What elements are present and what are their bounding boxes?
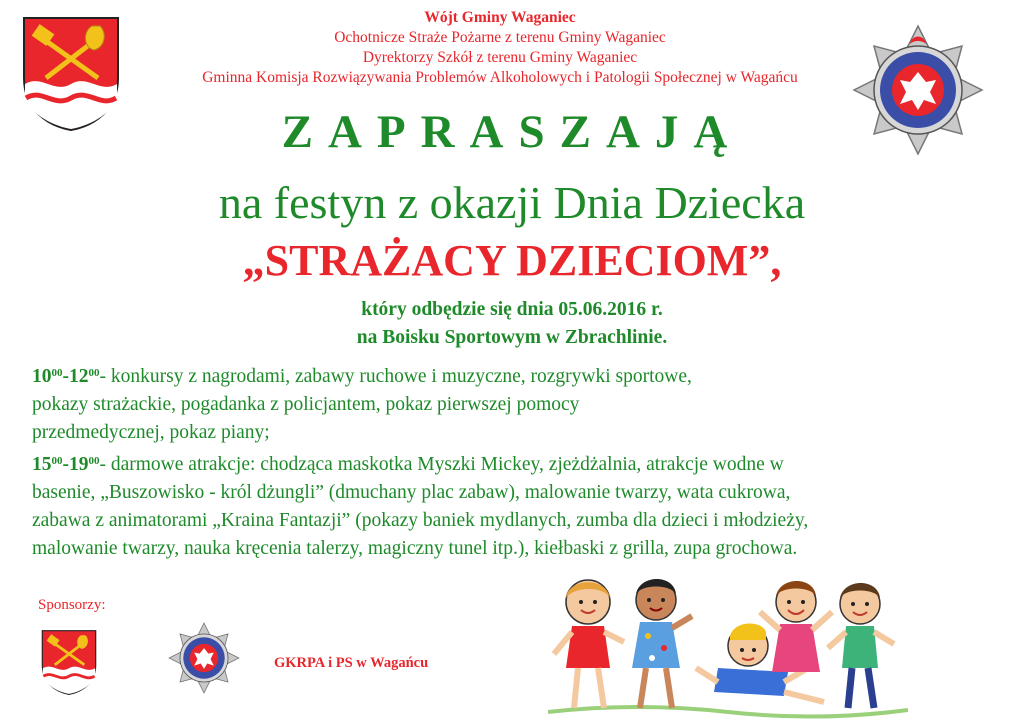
program-text: pokazy strażackie, pogadanka z policjantem, pokaz pierwszej pomocy [32, 394, 580, 415]
fire-brigade-badge-icon [168, 622, 240, 694]
organizer-line: Dyrektorzy Szkół z terenu Gminy Waganiec [362, 49, 638, 66]
program-list [32, 359, 1007, 563]
organizers-list [130, 8, 870, 88]
program-text: malowanie twarzy, nauka kręcenia talerzy, magiczny tunel itp.), kiełbaski z grilla, zupa grochowa. [32, 538, 798, 559]
children-illustration-icon [548, 572, 908, 720]
invite-subtitle: na festyn z okazji Dnia Dziecka [218, 177, 806, 228]
organizer-line: Gminna Komisja Rozwiązywania Problemów Alkoholowych i Patologii Społecznej w Wagańcu [202, 69, 798, 86]
event-date: który odbędzie się dnia 05.06.2016 r. [361, 299, 663, 320]
event-name: „STRAŻACY DZIECIOM”, [242, 236, 782, 285]
program-text: - konkursy z nagrodami, zabawy ruchowe i muzyczne, rozgrywki sportowe, [99, 366, 692, 387]
gkrpa-label: GKRPA i PS w Wagańcu [274, 655, 429, 671]
program-text: - darmowe atrakcje: chodząca maskotka Myszki Mickey, zjeżdżalnia, atrakcje wodne w [99, 454, 784, 475]
sponsors-label: Sponsorzy: [38, 597, 106, 613]
organizer-line: Ochotnicze Straże Pożarne z terenu Gminy Waganiec [334, 29, 666, 46]
program-text: zabawa z animatorami „Kraina Fantazji” (pokazy baniek mydlanych, zumba dla dzieci i młodzieży, [32, 510, 809, 531]
invite-title: ZAPRASZAJĄ [281, 106, 743, 158]
program-text: przedmedycznej, pokaz piany; [32, 422, 270, 443]
coat-of-arms-icon [40, 628, 98, 696]
event-location: na Boisku Sportowym w Zbrachlinie. [356, 327, 668, 348]
time-range: $15^{00}-19^{00}$ [32, 454, 100, 475]
time-range: $10^{00}-12^{00}$ [32, 366, 100, 387]
program-item [32, 359, 1007, 391]
program-item [32, 447, 1007, 479]
organizer-line: Wójt Gminy Waganiec [424, 9, 576, 26]
program-text: basenie, „Buszowisko - król dżungli” (dmuchany plac zabaw), malowanie twarzy, wata cukrowa, [32, 482, 791, 503]
